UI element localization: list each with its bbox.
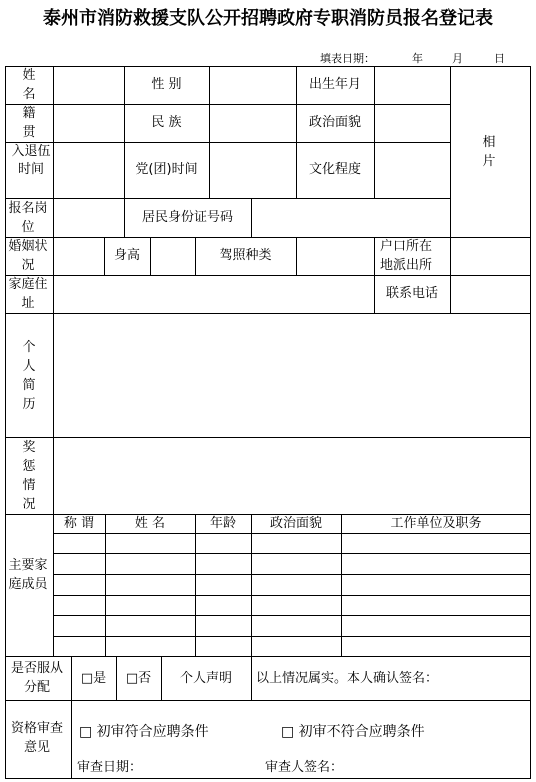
family-row-divider [53,636,531,637]
col-divider [105,514,106,656]
review-fail-option[interactable]: □ 初审不符合应聘条件 [281,724,425,740]
fill-date-year: 年 [412,52,423,65]
fill-date [320,50,505,66]
row-divider [5,142,451,143]
assignment-label: 是否服从分配 [10,661,63,695]
assignment-yes-option[interactable]: □是 [80,671,107,686]
col-divider [450,237,451,313]
review-date-label: 审查日期： [77,760,143,775]
row-divider [5,313,531,314]
position-label: 报名岗位 [8,201,48,235]
row-divider [5,275,531,276]
row-divider [5,237,531,238]
row-divider [5,437,531,438]
family-header-work: 工作单位及职务 [390,516,482,531]
hukou-label: 户口所在地派出所 [380,239,433,273]
family-header-political: 政治面貌 [269,516,322,531]
license-label: 驾照种类 [219,248,272,263]
family-header-age: 年龄 [209,516,236,531]
height-label: 身高 [113,248,140,263]
political-status-label: 政治面貌 [308,115,361,130]
col-divider [251,198,252,237]
col-divider [209,66,210,198]
col-divider [251,514,252,656]
enlist-time-label: 入退伍时间 [11,144,51,177]
resume-label: 个人简历 [22,340,36,412]
form-title: 泰州市消防救援支队公开招聘政府专职消防员报名登记表 [43,8,493,29]
col-divider [71,700,72,779]
gender-label: 性 别 [151,77,182,92]
col-divider [374,66,375,198]
phone-label: 联系电话 [385,286,438,301]
fill-date-month: 月 [452,52,463,65]
assignment-no-option[interactable]: □否 [125,671,152,686]
ethnicity-label: 民 族 [151,115,182,130]
col-divider [296,237,297,275]
statement-label: 个人声明 [179,671,232,686]
fill-date-day: 日 [494,52,505,65]
name-label: 姓 名 [22,68,36,102]
col-divider [341,514,342,656]
col-divider [450,66,451,237]
family-row-divider [53,615,531,616]
row-divider [5,514,531,515]
birth-label: 出生年月 [308,77,361,92]
education-label: 文化程度 [308,162,361,177]
marital-status-label: 婚姻状况 [8,239,48,273]
family-row-divider [53,553,531,554]
family-header-name: 姓 名 [134,516,166,531]
family-label: 主要家庭成员 [8,558,48,592]
family-row-divider [53,574,531,575]
row-divider [5,656,531,657]
col-divider [195,514,196,656]
row-divider [5,700,531,701]
party-time-label: 党(团)时间 [135,162,198,177]
photo-label: 相 片 [482,135,496,169]
statement-text: 以上情况属实。本人确认签名： [256,671,439,686]
fill-date-label: 填表日期： [320,52,375,65]
rewards-label: 奖惩情况 [22,440,36,512]
family-row-divider [53,533,531,534]
id-number-label: 居民身份证号码 [141,210,233,225]
row-divider [5,198,451,199]
row-divider [5,104,451,105]
review-label: 资格审查意见 [10,721,63,755]
review-pass-option[interactable]: □ 初审符合应聘条件 [79,724,209,740]
col-divider [251,656,252,700]
native-place-label: 籍 贯 [22,106,36,140]
reviewer-signature-label: 审查人签名： [265,760,344,775]
family-header-relation: 称 谓 [63,516,95,531]
address-label: 家庭住址 [8,277,48,311]
col-divider [150,237,151,275]
family-row-divider [53,595,531,596]
